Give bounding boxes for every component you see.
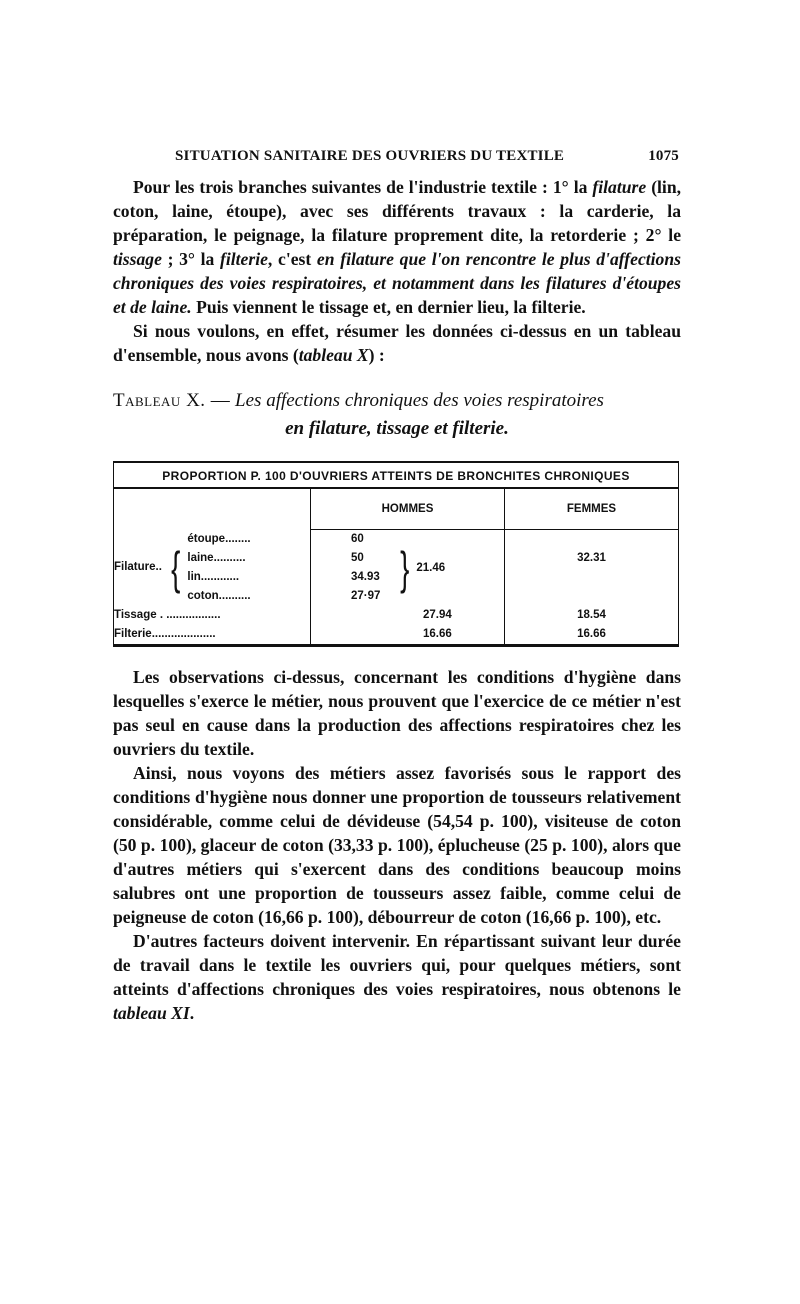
caption-title-line2: en filature, tissage et filterie. [285,418,509,439]
tissage-femmes: 18.54 [577,609,606,621]
spacer [505,587,678,606]
hommes-values [311,530,505,646]
running-header [175,148,681,165]
row-labels [114,530,311,646]
subrow-lin: lin............ [187,570,240,583]
spacer [505,530,678,549]
spacer [505,568,678,587]
data-table [113,461,679,647]
page-number: 1075 [648,148,679,164]
para1-text-d: tissage [113,249,162,269]
filature-hommes-group [351,530,504,606]
paragraph-4: Ainsi, nous voyons des métiers assez favorisés sous le rapport des conditions d'hygiène nous donner une proportion de tousseurs relativement considérable, comme celui de dévideuse (54,54 p. 100), visiteuse de coton (50 p. 100), glaceur de coton (33,33 p. 100), éplucheuse (25 p. 100), alors que d'autres métiers qui s'exercent dans des conditions beaucoup moins salubres ont une proportion de tousseurs assez faible, comme celui de peigneuse de coton (16,66 p. 100), débourreur de coton (16,66 p. 100), etc. [113,763,681,927]
value-coton: 27·97 [351,590,381,602]
para2-text-c: ) : [368,345,385,365]
para1-text-a: Pour les trois branches suivantes de l'industrie textile : 1° la [133,177,593,197]
filature-sub-values [351,530,397,606]
filterie-femmes: 16.66 [577,628,606,640]
para5-text-b: tableau XI [113,1003,190,1023]
row-label-filterie: Filterie.................... [114,627,216,640]
page [113,148,681,1025]
right-brace: } [400,542,410,594]
filature-subrows [187,530,250,606]
para1-text-g: , c'est [267,249,317,269]
running-title: SITUATION SANITAIRE DES OUVRIERS DU TEXTILE [175,148,565,164]
caption-title-line1: Les affections chroniques des voies respiratoires [235,390,604,411]
para1-text-i: Puis viennent le tissage et, en dernier lieu, la filterie. [191,297,586,317]
col-header-femmes: FEMMES [505,488,679,530]
table-caption [113,387,681,415]
value-lin: 34.93 [351,571,380,583]
femmes-values [505,530,679,646]
filature-group [114,530,310,606]
subrow-coton: coton.......... [187,589,251,602]
value-laine: 50 [351,552,364,564]
para1-text-c: (lin, coton, laine, étoupe), avec ses différents travaux : la carderie, la préparation, le peignage, la filature proprement dite, la retorderie ; 2° le [113,177,682,245]
para2-text-a: Si nous voulons, en effet, résumer les données ci-dessus en un tableau d'ensemble, nous avons ( [113,321,681,365]
empty-header-cell [114,488,311,530]
para2-text-b: tableau X [298,345,369,365]
para1-text-h: en filature que l'on rencontre le plus d'affections chroniques des voies respiratoires, et notamment dans les filatures d'étoupes et de laine. [113,249,681,317]
col-header-hommes: HOMMES [311,488,505,530]
table-top-header: PROPORTION P. 100 D'OUVRIERS ATTEINTS DE BRONCHITES CHRONIQUES [114,462,679,488]
subrow-etoupe: étoupe........ [187,532,251,545]
value-etoupe: 60 [351,533,364,545]
para1-text-f: filterie [220,249,268,269]
caption-label: Tableau X. — [113,390,231,411]
para1-text-b: filature [592,177,647,197]
paragraph-2 [113,319,681,367]
tissage-hommes: 27.94 [423,609,452,621]
paragraph-3: Les observations ci-dessus, concernant les conditions d'hygiène dans lesquelles s'exerce le métier, nous prouvent que l'exercice de ce métier n'est pas seul en cause dans la production des affections respiratoires chez les ouvriers du textile. [113,667,681,759]
filature-hommes-total: 21.46 [416,561,446,574]
paragraph-1 [113,175,681,319]
row-label-tissage: Tissage . ................. [114,608,221,621]
para5-text-a: D'autres facteurs doivent intervenir. En répartissant suivant leur durée de travail dans le textile les ouvriers qui, pour quelques métiers, sont atteints d'affections chroniques des voies respiratoires, nous obtenons le [113,931,681,999]
filature-femmes: 32.31 [577,552,606,564]
subrow-laine: laine.......... [187,551,246,564]
filterie-hommes: 16.66 [423,628,452,640]
para1-text-e: ; 3° la [161,249,221,269]
filature-label: Filature.. [114,561,162,573]
paragraph-5 [113,929,681,1025]
left-brace: { [171,541,181,594]
para5-text-c: . [189,1003,195,1023]
